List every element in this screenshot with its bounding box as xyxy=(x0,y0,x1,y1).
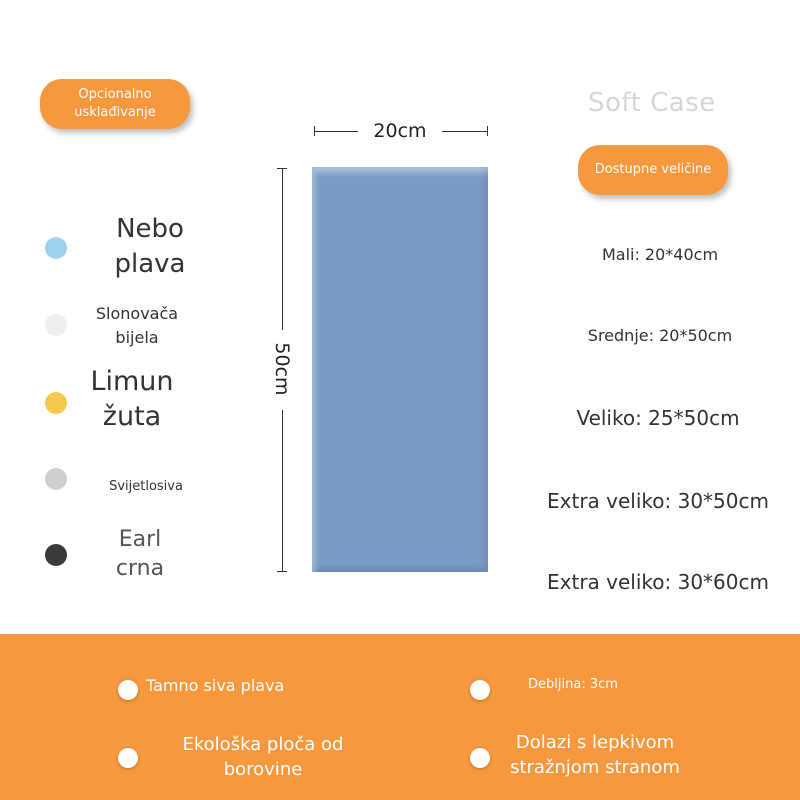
optional-matching-badge xyxy=(40,79,190,129)
feature-color: Tamno siva plava xyxy=(146,676,285,695)
height-dimension-line-top xyxy=(282,168,283,330)
bullet-icon xyxy=(118,748,138,768)
height-dimension-label: 50cm xyxy=(271,342,293,396)
color-label-light-gray: Svijetlosiva xyxy=(109,479,183,494)
feature-thickness: Debljina: 3cm xyxy=(528,677,618,692)
brand-title: Soft Case xyxy=(588,88,716,118)
available-sizes-label: Dostupne veličine xyxy=(594,162,712,177)
earl-black-swatch xyxy=(45,544,67,566)
width-dimension-tick-right xyxy=(487,126,488,136)
height-dimension-tick-bottom xyxy=(277,571,287,572)
optional-matching-label: Opcionalno usklađivanje xyxy=(74,87,156,120)
color-label-earl-black: Earl crna xyxy=(115,527,165,581)
sky-blue-swatch xyxy=(45,237,67,259)
width-dimension-line-left xyxy=(314,131,358,132)
size-large: Veliko: 25*50cm xyxy=(576,406,740,430)
bullet-icon xyxy=(470,680,490,700)
feature-adhesive-back: Dolazi s lepkivom stražnjom stranom xyxy=(510,732,680,778)
color-label-lemon-yellow: Limun žuta xyxy=(90,366,174,432)
size-extra-large-60: Extra veliko: 30*60cm xyxy=(547,570,769,594)
width-dimension-label: 20cm xyxy=(373,120,427,142)
ivory-white-swatch xyxy=(45,314,67,336)
size-extra-large-50: Extra veliko: 30*50cm xyxy=(547,489,769,513)
color-label-sky-blue: Nebo plava xyxy=(114,214,186,279)
width-dimension-line-right xyxy=(442,131,487,132)
wall-panel-image xyxy=(312,167,488,572)
lemon-yellow-swatch xyxy=(45,392,67,414)
size-small: Mali: 20*40cm xyxy=(601,245,719,264)
size-medium: Srednje: 20*50cm xyxy=(587,326,733,345)
light-gray-swatch xyxy=(45,468,67,490)
height-dimension-line-bottom xyxy=(282,410,283,572)
feature-material: Ekološka ploča od borovine xyxy=(182,734,344,780)
bullet-icon xyxy=(118,680,138,700)
color-label-ivory-white: Slonovača bijela xyxy=(95,304,179,347)
available-sizes-badge xyxy=(578,145,728,195)
